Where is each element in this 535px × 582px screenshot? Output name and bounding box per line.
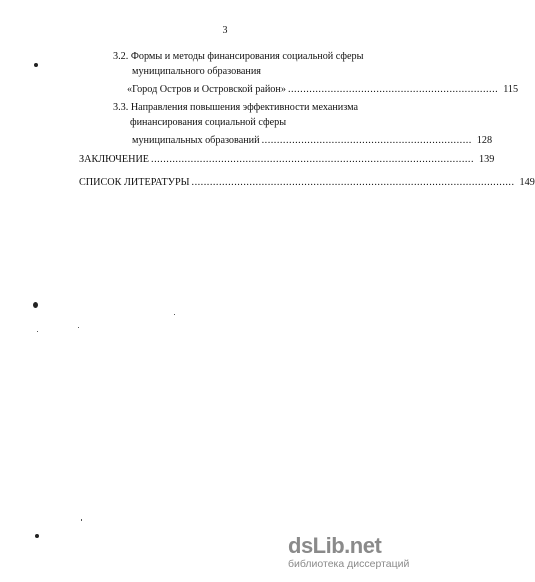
leader-dots: .......................................................................................................... [151, 154, 474, 165]
scan-mark [34, 63, 38, 67]
toc-entry-3-2-line-1: 3.2. Формы и методы финансирования социальной сферы [113, 51, 364, 62]
scan-speck [81, 519, 82, 521]
toc-entry-conclusion [79, 154, 495, 166]
toc-entry-3-3-page: 128 [476, 135, 493, 146]
toc-entry-3-3-line-1: 3.3. Направления повышения эффективности механизма [113, 102, 359, 113]
toc-entry-conclusion-page: 139 [479, 154, 495, 165]
page-number: 3 [222, 25, 228, 36]
toc-entry-3-3-line-3 [132, 135, 493, 147]
leader-dots: .......................................................................................................... [191, 177, 515, 188]
leader-dots: ..................................................................... [261, 135, 472, 146]
toc-entry-3-3-title-end: муниципальных образований [132, 135, 260, 146]
toc-entry-3-2-line-2: муниципального образования [132, 66, 261, 77]
toc-entry-conclusion-title: ЗАКЛЮЧЕНИЕ [79, 154, 150, 165]
watermark-subtitle: библиотека диссертаций [288, 558, 410, 570]
toc-entry-bibliography [79, 177, 535, 189]
scan-speck [37, 331, 38, 332]
scan-mark [33, 302, 38, 308]
watermark [288, 534, 438, 574]
toc-entry-3-2-page: 115 [503, 84, 519, 95]
scan-speck [78, 327, 79, 328]
toc-entry-3-2-title-end: «Город Остров и Островской район» [127, 84, 286, 95]
watermark-logo: dsLib.net [288, 533, 382, 558]
leader-dots: ..................................................................... [287, 84, 499, 95]
scan-mark [35, 534, 39, 538]
toc-entry-3-3-line-2: финансирования социальной сферы [130, 117, 287, 128]
scan-speck [174, 314, 175, 315]
toc-entry-3-2-line-3 [127, 84, 519, 96]
toc-entry-bibliography-title: СПИСОК ЛИТЕРАТУРЫ [79, 177, 190, 188]
toc-entry-bibliography-page: 149 [519, 177, 535, 188]
